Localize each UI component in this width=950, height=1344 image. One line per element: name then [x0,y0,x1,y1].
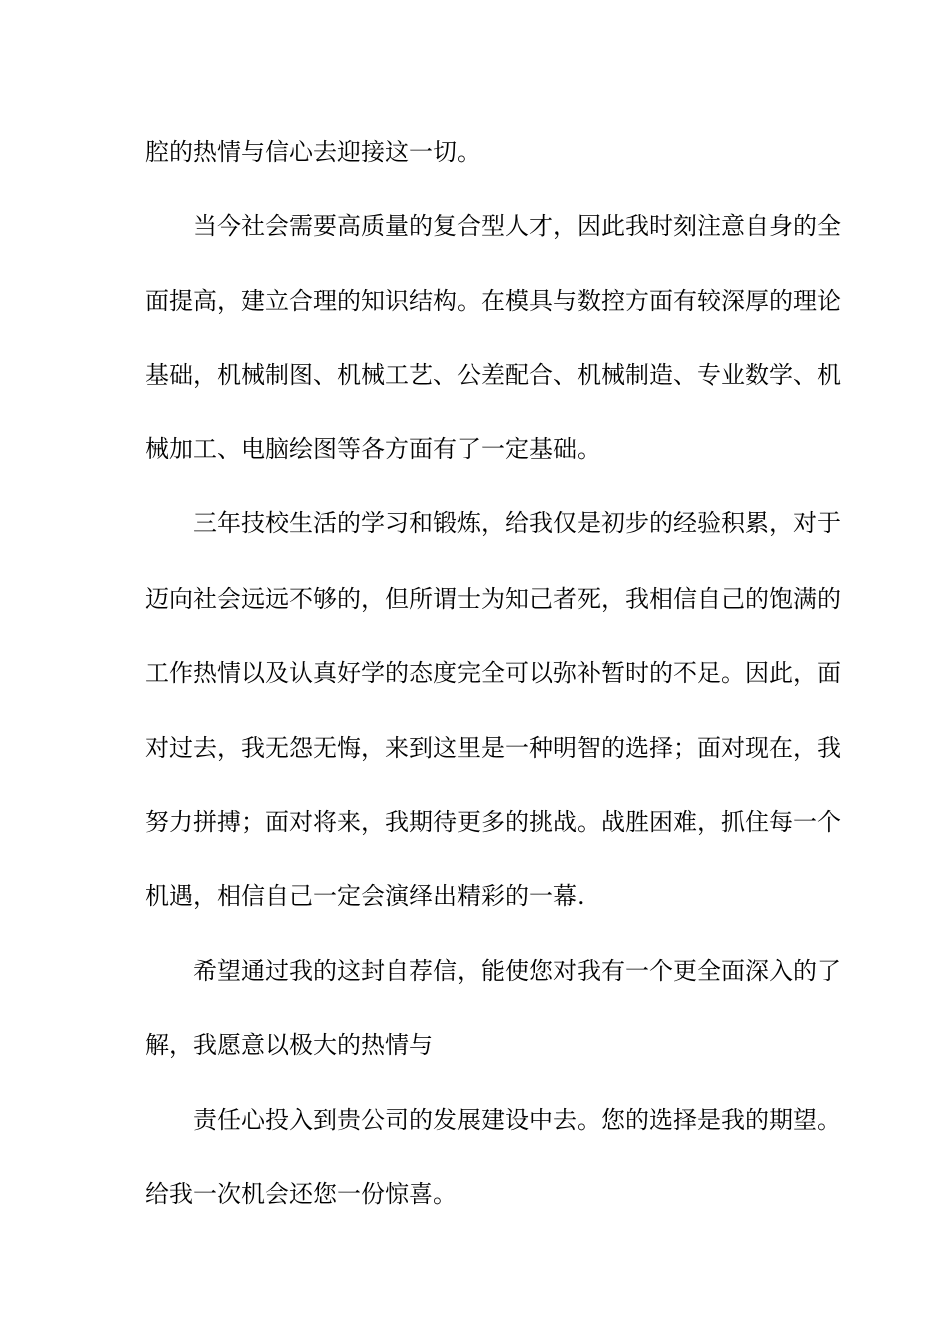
text-line-content: 希望通过我的这封自荐信，能使您对我有一个更全面深入的了 [193,957,841,985]
paragraph-first-line [0,503,950,543]
text-line [0,429,950,469]
text-line [0,1174,950,1214]
text-line-content: 解，我愿意以极大的热情与 [145,1031,433,1059]
paragraph-first-line [0,951,950,991]
text-line [0,355,950,395]
text-line-content: 迈向社会远远不够的，但所谓士为知己者死，我相信自己的饱满的 [145,585,841,613]
text-line-content: 努力拼搏；面对将来，我期待更多的挑战。战胜困难，抓住每一个 [145,808,841,836]
text-line-content: 腔的热情与信心去迎接这一切。 [145,138,481,166]
text-line-content: 三年技校生活的学习和锻炼，给我仅是初步的经验积累，对于 [193,509,841,537]
paragraph-first-line [0,206,950,246]
text-line-content: 当今社会需要高质量的复合型人才，因此我时刻注意自身的全 [193,212,841,240]
text-line [0,802,950,842]
text-line-content: 对过去，我无怨无悔，来到这里是一种明智的选择；面对现在，我 [145,734,841,762]
text-line [0,728,950,768]
text-line [0,281,950,321]
text-line-content: 工作热情以及认真好学的态度完全可以弥补暂时的不足。因此，面 [145,659,841,687]
text-line-content: 械加工、电脑绘图等各方面有了一定基础。 [145,435,601,463]
text-line [0,1025,950,1065]
text-line-content: 基础，机械制图、机械工艺、公差配合、机械制造、专业数学、机 [145,361,841,389]
text-line [0,132,950,172]
text-line-content: 给我一次机会还您一份惊喜。 [145,1180,457,1208]
text-line-content: 面提高，建立合理的知识结构。在模具与数控方面有较深厚的理论 [145,287,841,315]
text-line-content: 责任心投入到贵公司的发展建设中去。您的选择是我的期望。 [193,1106,841,1134]
text-line-content: 机遇，相信自己一定会演绎出精彩的一幕. [145,882,585,910]
text-line [0,653,950,693]
text-line [0,579,950,619]
paragraph-first-line [0,1100,950,1140]
text-line [0,876,950,916]
